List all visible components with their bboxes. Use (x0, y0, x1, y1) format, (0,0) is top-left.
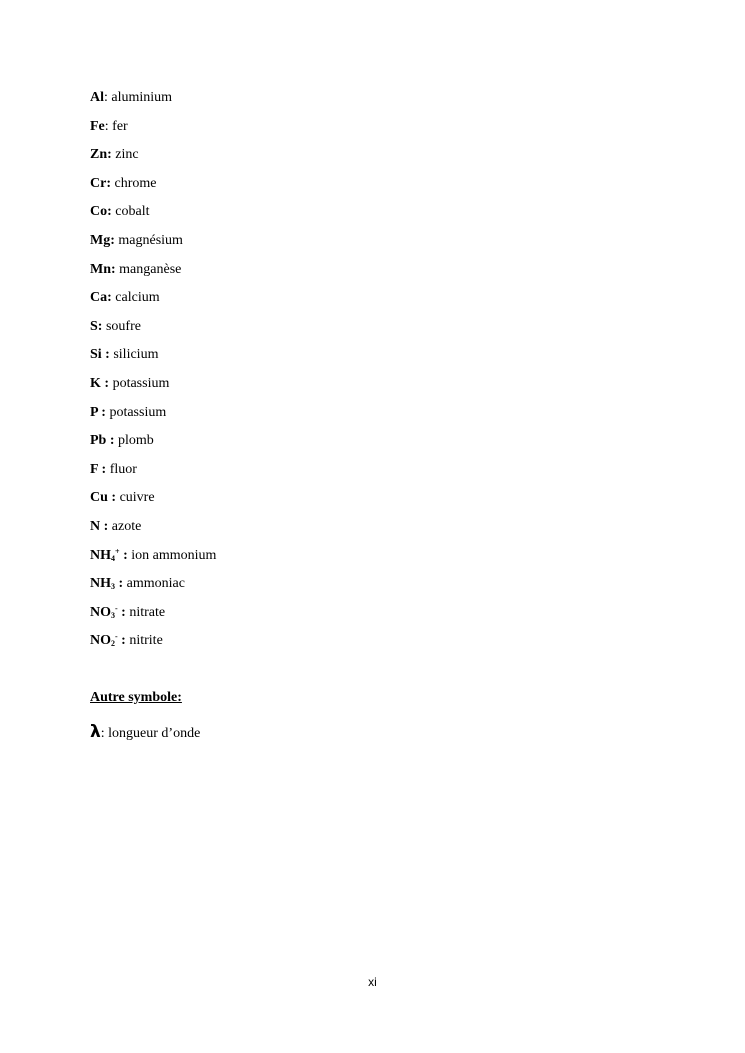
formula-colon: : (119, 547, 128, 563)
abbreviation-lambda (90, 722, 200, 744)
element-symbol: Co: (90, 204, 112, 220)
element-symbol: F : (90, 461, 107, 477)
abbreviation-s (90, 318, 216, 336)
separator: : (104, 90, 112, 105)
abbreviation-co (90, 203, 216, 221)
element-name: azote (111, 518, 142, 534)
abbreviation-ca (90, 289, 216, 307)
element-name: fluor (109, 461, 137, 477)
element-name: potassium (112, 375, 170, 391)
formula-colon: : (115, 576, 124, 592)
element-symbol: Mn: (90, 261, 116, 277)
element-name: chrome (114, 175, 157, 191)
formula-charge: + (115, 546, 120, 556)
abbreviation-n (90, 518, 216, 536)
abbreviation-al (90, 89, 216, 107)
element-name: aluminium (111, 90, 173, 105)
element-name: zinc (115, 147, 139, 163)
ion-formula (90, 576, 123, 591)
abbreviation-cu (90, 489, 216, 507)
element-symbol: Ca: (90, 290, 112, 306)
formula-colon: : (117, 633, 126, 649)
element-symbol: P : (90, 404, 106, 420)
ion-formula (90, 548, 128, 563)
element-name: cobalt (115, 204, 150, 220)
abbreviation-si (90, 346, 216, 364)
symbol-meaning: longueur d’onde (108, 726, 201, 741)
element-name: plomb (118, 433, 154, 449)
formula-charge: - (115, 632, 118, 642)
abbreviation-nh3 (90, 575, 216, 593)
abbreviation-p (90, 404, 216, 422)
element-name: calcium (115, 290, 160, 306)
element-name: potassium (109, 404, 167, 420)
element-symbol: Al (90, 90, 104, 105)
element-symbol: N : (90, 518, 109, 534)
element-name: cuivre (119, 490, 155, 506)
formula-colon: : (117, 604, 126, 620)
formula-subscript: 3 (111, 610, 115, 620)
formula-base: NH (90, 547, 111, 563)
element-name: manganèse (119, 261, 182, 277)
element-symbol: Zn: (90, 147, 112, 163)
ion-name: nitrite (129, 633, 163, 649)
element-symbol: Cu : (90, 490, 117, 506)
element-name: fer (112, 118, 128, 134)
section-heading-other-symbol: Autre symbole: (90, 690, 182, 705)
ion-formula (90, 633, 126, 648)
element-symbol: Fe (90, 118, 105, 134)
element-name: magnésium (118, 232, 183, 248)
abbreviation-zn (90, 146, 216, 164)
separator: : (104, 118, 113, 134)
element-symbol: Si : (90, 347, 110, 363)
page-number: xi (368, 975, 377, 989)
lambda-symbol: λ (90, 722, 101, 742)
formula-base: NH (90, 576, 111, 592)
abbreviation-mg (90, 232, 216, 250)
ion-name: nitrate (129, 604, 166, 620)
element-symbol: K : (90, 375, 110, 391)
element-symbol: S: (90, 318, 103, 334)
element-name: silicium (113, 347, 159, 363)
element-name: soufre (105, 318, 141, 334)
abbreviation-no2 (90, 632, 216, 650)
formula-charge: - (115, 603, 118, 613)
formula-subscript: 3 (111, 582, 115, 592)
abbreviation-k (90, 375, 216, 393)
element-symbol: Cr: (90, 175, 111, 191)
ion-name: ion ammonium (131, 547, 217, 563)
element-symbol: Pb : (90, 433, 115, 449)
abbreviation-f (90, 461, 216, 479)
abbreviation-fe (90, 118, 216, 136)
abbreviation-cr (90, 175, 216, 193)
ion-name: ammoniac (126, 576, 185, 592)
formula-base: NO (90, 633, 111, 649)
abbreviation-mn (90, 261, 216, 279)
ion-formula (90, 605, 126, 620)
abbreviation-no3 (90, 604, 216, 622)
abbreviation-pb (90, 432, 216, 450)
formula-base: NO (90, 604, 111, 620)
abbreviation-list (90, 89, 216, 661)
element-symbol: Mg: (90, 232, 115, 248)
formula-subscript: 4 (111, 553, 115, 563)
formula-subscript: 2 (111, 639, 115, 649)
abbreviation-nh4 (90, 547, 216, 565)
separator: : (100, 726, 109, 741)
